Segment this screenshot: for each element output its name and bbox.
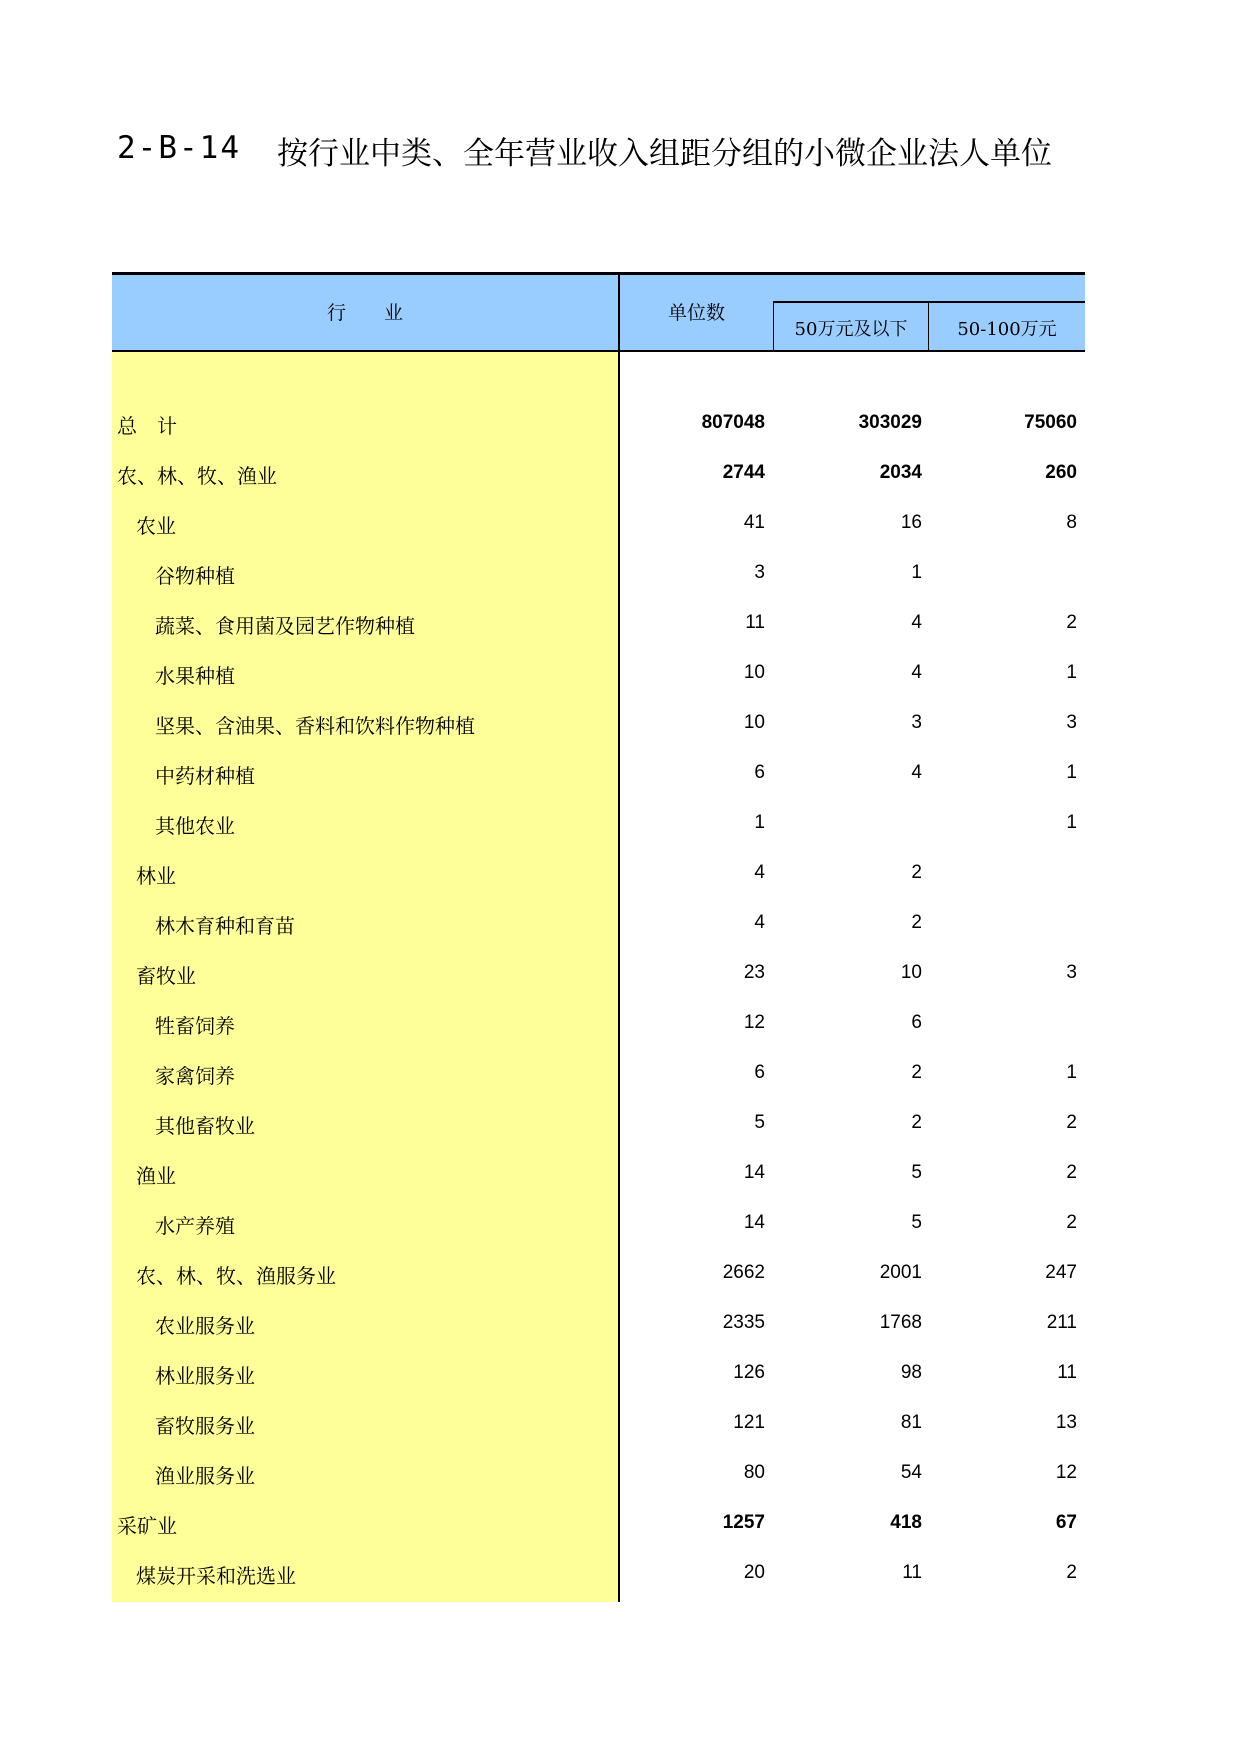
- cell-50-below: 54: [900, 1462, 922, 1483]
- cell-unit-count: 3: [754, 562, 765, 583]
- table-row: [112, 598, 1085, 648]
- table-code: 2-B-14: [117, 130, 241, 166]
- industry-name: 中药材种植: [155, 764, 255, 788]
- cell-50-100: 13: [1055, 1412, 1077, 1433]
- header-industry: 行 业: [326, 302, 403, 324]
- industry-name: 采矿业: [117, 1514, 177, 1538]
- industry-name: 林业: [136, 864, 176, 888]
- cell-50-below: 3: [911, 712, 922, 733]
- cell-unit-count: 807048: [701, 412, 765, 433]
- table-row: [112, 948, 1085, 998]
- cell-50-below: 303029: [858, 412, 922, 433]
- cell-50-100: 2: [1066, 1562, 1077, 1583]
- industry-name: 畜牧服务业: [155, 1414, 255, 1438]
- table-row: [112, 1098, 1085, 1148]
- industry-name: 林业服务业: [155, 1364, 255, 1388]
- cell-unit-count: 10: [743, 662, 765, 683]
- cell-50-below: 2: [911, 1112, 922, 1133]
- cell-unit-count: 121: [733, 1412, 765, 1433]
- cell-50-100: 2: [1066, 1162, 1077, 1183]
- cell-50-below: 1: [911, 562, 922, 583]
- table-row: [112, 1298, 1085, 1348]
- table-row: [112, 1148, 1085, 1198]
- industry-name: 水果种植: [155, 664, 235, 688]
- table-row: [112, 798, 1085, 848]
- cell-50-100: 3: [1066, 712, 1077, 733]
- cell-50-100: 12: [1055, 1462, 1077, 1483]
- table-row: [112, 648, 1085, 698]
- table-row: [112, 698, 1085, 748]
- industry-name: 渔业服务业: [155, 1464, 255, 1488]
- cell-unit-count: 126: [733, 1362, 765, 1383]
- cell-50-100: 1: [1066, 762, 1077, 783]
- industry-name: 水产养殖: [155, 1214, 235, 1238]
- industry-name: 总 计: [117, 414, 177, 438]
- cell-50-100: 2: [1066, 612, 1077, 633]
- cell-50-below: 6: [911, 1012, 922, 1033]
- cell-50-below: 2034: [879, 462, 922, 483]
- cell-50-100: 67: [1055, 1512, 1077, 1533]
- header-50-below: 50万元及以下: [794, 319, 908, 340]
- cell-50-below: 2: [911, 912, 922, 933]
- cell-50-100: 3: [1066, 962, 1077, 983]
- table-row: [112, 898, 1085, 948]
- industry-name: 林木育种和育苗: [155, 914, 295, 938]
- cell-unit-count: 10: [743, 712, 765, 733]
- cell-unit-count: 6: [754, 762, 765, 783]
- cell-50-100: 260: [1045, 462, 1077, 483]
- table-row: [112, 1548, 1085, 1598]
- cell-50-below: 98: [900, 1362, 922, 1383]
- cell-unit-count: 2662: [722, 1262, 765, 1283]
- cell-50-100: 1: [1066, 812, 1077, 833]
- table-row: [112, 998, 1085, 1048]
- subheader-rule: [773, 301, 1085, 303]
- table-row: [112, 748, 1085, 798]
- cell-50-100: 1: [1066, 1062, 1077, 1083]
- cell-unit-count: 80: [743, 1462, 765, 1483]
- page-title: [117, 126, 1085, 176]
- statistics-table: [112, 272, 1085, 1602]
- table-row: [112, 448, 1085, 498]
- industry-name: 农业: [136, 514, 176, 538]
- table-row: [112, 498, 1085, 548]
- cell-unit-count: 2335: [722, 1312, 765, 1333]
- cell-unit-count: 4: [754, 862, 765, 883]
- industry-name: 其他畜牧业: [155, 1114, 255, 1138]
- industry-name: 农、林、牧、渔服务业: [136, 1264, 336, 1288]
- cell-50-below: 5: [911, 1212, 922, 1233]
- header-units: 单位数: [667, 302, 725, 324]
- cell-50-100: 75060: [1024, 412, 1077, 433]
- industry-name: 蔬菜、食用菌及园艺作物种植: [155, 614, 415, 638]
- industry-name: 坚果、含油果、香料和饮料作物种植: [155, 714, 475, 738]
- table-row: [112, 1048, 1085, 1098]
- table-row: [112, 1348, 1085, 1398]
- cell-50-below: 2: [911, 862, 922, 883]
- industry-name: 牲畜饲养: [155, 1014, 235, 1038]
- cell-50-below: 4: [911, 762, 922, 783]
- industry-name: 谷物种植: [155, 564, 235, 588]
- table-row: [112, 1498, 1085, 1548]
- table-row: [112, 1248, 1085, 1298]
- cell-unit-count: 20: [743, 1562, 765, 1583]
- table-row: [112, 548, 1085, 598]
- cell-50-below: 418: [890, 1512, 922, 1533]
- cell-unit-count: 1: [754, 812, 765, 833]
- cell-50-below: 11: [902, 1562, 922, 1583]
- cell-unit-count: 23: [743, 962, 765, 983]
- industry-name: 其他农业: [155, 814, 235, 838]
- cell-unit-count: 4: [754, 912, 765, 933]
- cell-50-100: 1: [1066, 662, 1077, 683]
- cell-50-below: 2001: [879, 1262, 922, 1283]
- cell-50-below: 5: [911, 1162, 922, 1183]
- cell-unit-count: 12: [743, 1012, 765, 1033]
- cell-unit-count: 1257: [722, 1512, 765, 1533]
- industry-name: 煤炭开采和洗选业: [136, 1564, 296, 1588]
- industry-name: 畜牧业: [136, 964, 196, 988]
- cell-50-100: 211: [1046, 1312, 1077, 1333]
- cell-50-below: 4: [911, 662, 922, 683]
- cell-unit-count: 41: [743, 512, 765, 533]
- cell-unit-count: 6: [754, 1062, 765, 1083]
- cell-50-100: 8: [1066, 512, 1077, 533]
- header-50-100: 50-100万元: [957, 319, 1057, 340]
- cell-unit-count: 5: [754, 1112, 765, 1133]
- cell-50-below: 10: [900, 962, 922, 983]
- industry-name: 渔业: [136, 1164, 176, 1188]
- cell-unit-count: 14: [743, 1212, 765, 1233]
- cell-50-below: 1768: [879, 1312, 922, 1333]
- cell-50-100: 247: [1045, 1262, 1077, 1283]
- cell-50-below: 16: [900, 512, 922, 533]
- industry-name: 农、林、牧、渔业: [117, 464, 277, 488]
- cell-unit-count: 11: [745, 612, 765, 633]
- table-row: [112, 848, 1085, 898]
- table-row: [112, 1198, 1085, 1248]
- cell-50-below: 2: [911, 1062, 922, 1083]
- cell-50-below: 4: [911, 612, 922, 633]
- table-row: [112, 1448, 1085, 1498]
- cell-50-100: 2: [1066, 1212, 1077, 1233]
- cell-50-100: 2: [1066, 1112, 1077, 1133]
- industry-name: 家禽饲养: [155, 1064, 235, 1088]
- table-row: [112, 398, 1085, 448]
- industry-name: 农业服务业: [155, 1314, 255, 1338]
- table-title: 按行业中类、全年营业收入组距分组的小微企业法人单位: [277, 136, 1052, 172]
- cell-50-100: 11: [1057, 1362, 1077, 1383]
- cell-unit-count: 2744: [722, 462, 765, 483]
- cell-unit-count: 14: [743, 1162, 765, 1183]
- cell-50-below: 81: [900, 1412, 922, 1433]
- table-row: [112, 1398, 1085, 1448]
